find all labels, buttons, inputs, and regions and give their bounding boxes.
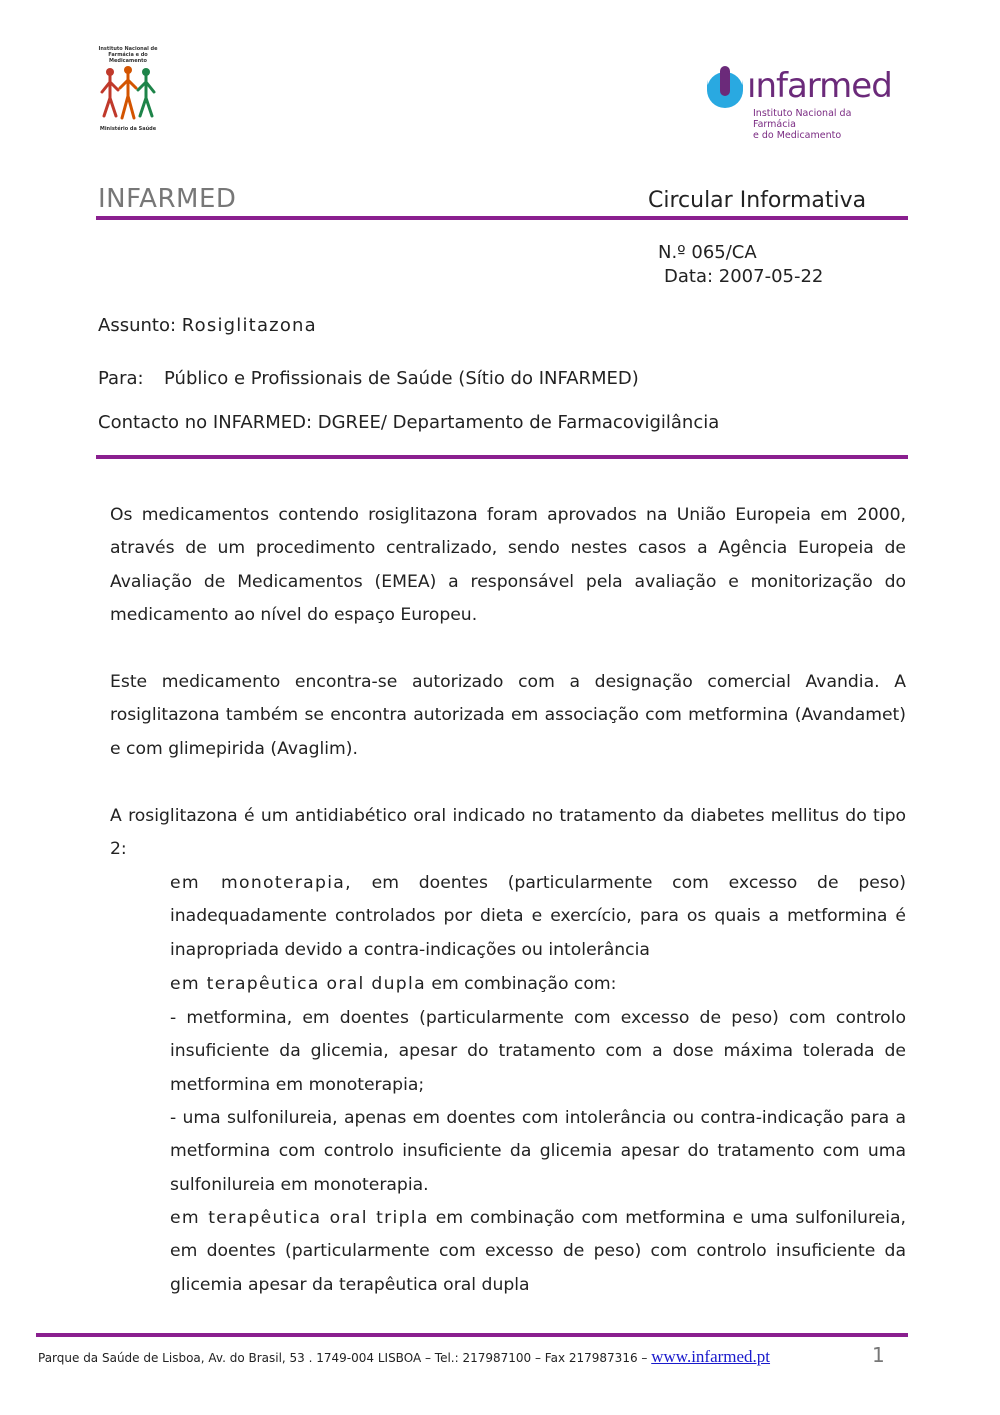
footer-address-text: Parque da Saúde de Lisboa, Av. do Brasil, 53 . 1749-004 LISBOA – Tel.: 217987100 – Fax 217987316 – — [38, 1351, 652, 1365]
footer-address — [38, 1347, 770, 1367]
circular-date: Data: 2007-05-22 — [664, 266, 824, 287]
circular-number: N.º 065/CA — [658, 242, 757, 263]
bullet-2-sub-2: - uma sulfonilureia, apenas em doentes com intolerância ou contra-indicação para a metformina com controlo insuficiente da glicemia apesar do tratamento com uma sulfonilureia em monoterapia. — [170, 1108, 906, 1195]
ministry-logo — [96, 46, 160, 136]
recipient-label: Para: — [98, 368, 144, 389]
bullet-2-lead: em terapêutica oral dupla — [170, 974, 426, 994]
bullet-2-text — [170, 968, 906, 1001]
paragraph-1: Os medicamentos contendo rosiglitazona foram aprovados na União Europeia em 2000, através de um procedimento centralizado, sendo nestes casos a Agência Europeia de Avaliação de Medicamentos (EMEA) a responsável pela avaliação e monitorização do medicamento ao nível do espaço Europeu. — [110, 505, 906, 626]
bullet-3-text — [170, 1202, 906, 1302]
ministry-logo-text-bottom: Ministério da Saúde — [99, 126, 157, 132]
infarmed-logo-subtitle-line1: Instituto Nacional da Farmácia — [753, 108, 852, 130]
bullet-2-rest: em combinação com: — [425, 974, 617, 994]
bullet-3-rest: em combinação com metformina e uma sulfonilureia, em doentes (particularmente com excesso de peso) com controlo insuficiente da glicemia apesar da terapêutica oral dupla — [170, 1208, 906, 1295]
subject-line — [98, 315, 317, 336]
bullet-1-lead: em monoterapia, — [170, 873, 352, 893]
paragraph-3: A rosiglitazona é um antidiabético oral indicado no tratamento da diabetes mellitus do tipo 2: — [110, 806, 906, 860]
subject-label: Assunto: — [98, 315, 177, 336]
ministry-logo-text-top: Instituto Nacional de Farmácia e do Medicamento — [98, 46, 158, 64]
org-title: INFARMED — [98, 184, 237, 214]
bullet-1-text — [170, 867, 906, 967]
doc-type-title: Circular Informativa — [648, 188, 867, 213]
infarmed-logo-subtitle-line2: e do Medicamento — [753, 130, 842, 141]
page-number: 1 — [872, 1343, 885, 1367]
infarmed-logo-icon — [703, 66, 747, 112]
infarmed-logo — [703, 64, 892, 141]
header-divider — [96, 216, 908, 220]
recipient-value: Público e Profissionais de Saúde (Sítio do INFARMED) — [164, 368, 639, 389]
infarmed-logo-word: ınfarmed — [747, 66, 892, 106]
contact-line: Contacto no INFARMED: DGREE/ Departamento de Farmacovigilância — [98, 412, 720, 433]
recipient-line — [98, 368, 639, 389]
infarmed-logo-subtitle — [753, 108, 883, 141]
figures-icon — [96, 64, 160, 122]
website-link[interactable]: www.infarmed.pt — [651, 1347, 771, 1366]
paragraph-2: Este medicamento encontra-se autorizado com a designação comercial Avandia. A rosiglitazona também se encontra autorizada em associação com metformina (Avandamet) e com glimepirida (Avaglim). — [110, 672, 906, 759]
bullet-1-rest: em doentes (particularmente com excesso de peso) inadequadamente controlados por dieta e exercício, para os quais a metformina é inapropriada devido a contra-indicações ou intolerância — [170, 873, 906, 960]
footer-divider — [36, 1333, 908, 1337]
bullet-2-sub-1: - metformina, em doentes (particularmente com excesso de peso) com controlo insuficiente da glicemia, apesar do tratamento com a dose máxima tolerada de metformina em monoterapia; — [170, 1008, 906, 1095]
meta-divider — [96, 455, 908, 459]
subject-value: Rosiglitazona — [181, 315, 317, 336]
bullet-3-lead: em terapêutica oral tripla — [170, 1208, 429, 1228]
